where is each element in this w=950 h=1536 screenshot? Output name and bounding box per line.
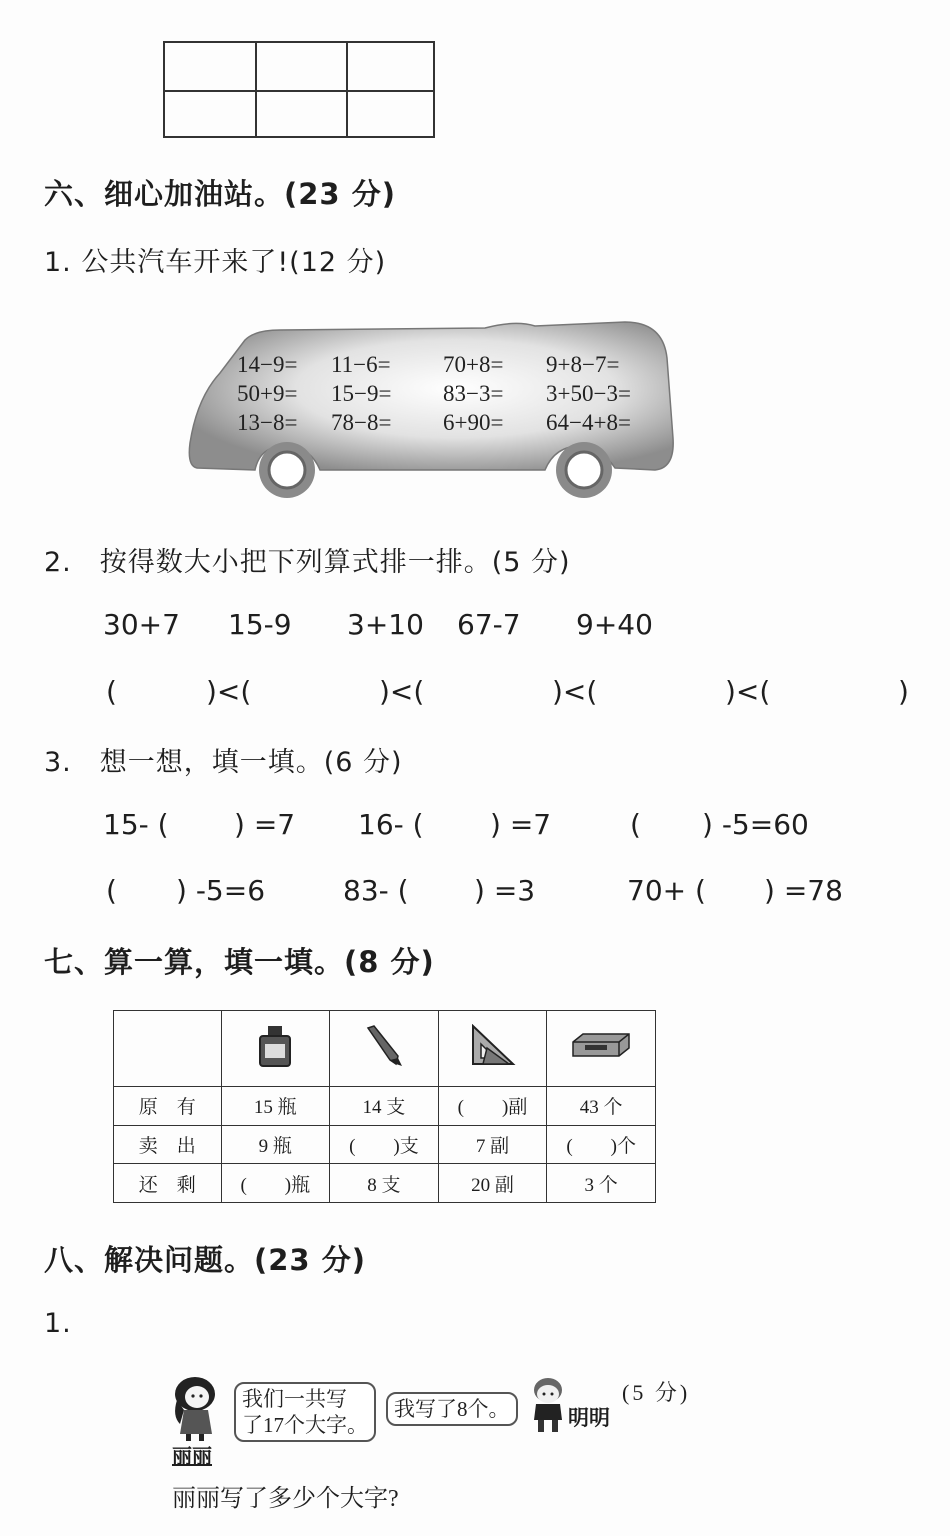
table-cell-blank[interactable]: ( )瓶 xyxy=(221,1164,330,1203)
table-cell: 43 个 xyxy=(547,1087,656,1126)
fill-blank-right: ) =7 xyxy=(490,808,552,841)
fill-blank-left[interactable]: 16- ( xyxy=(358,808,424,841)
bus-equation: 6+90= xyxy=(443,410,504,435)
ink-bottle-icon xyxy=(221,1011,330,1087)
expression: 30+7 xyxy=(103,608,180,641)
points-label: (5 分) xyxy=(622,1380,691,1405)
bus-equation: 9+8−7= xyxy=(546,352,620,377)
bubble-text: 了17个大字。 xyxy=(242,1413,368,1437)
fill-blank-left[interactable]: ( xyxy=(106,874,117,907)
table-cell: 7 副 xyxy=(438,1125,547,1164)
fill-blank-right: ) =3 xyxy=(474,874,536,907)
fill-blank-left[interactable]: 15- ( xyxy=(103,808,169,841)
table-cell-blank[interactable]: ( )副 xyxy=(438,1087,547,1126)
expression: 67-7 xyxy=(457,608,521,641)
section-8-title: 八、解决问题。(23 分) xyxy=(44,1243,366,1277)
section-6-title: 六、细心加油站。(23 分) xyxy=(44,177,396,211)
speech-bubble-lili xyxy=(234,1382,376,1442)
fill-blank-right: ) =78 xyxy=(764,874,843,907)
bus-equation: 13−8= xyxy=(237,410,298,435)
question-1: 1. 公共汽车开来了!(12 分) xyxy=(44,247,387,278)
expression: 9+40 xyxy=(576,608,653,641)
fill-blank-right: ) -5=60 xyxy=(702,808,809,841)
fill-blank-left[interactable]: 70+ ( xyxy=(627,874,706,907)
table-row xyxy=(114,1087,656,1126)
order-blank[interactable]: ) xyxy=(898,675,909,708)
table-row xyxy=(114,1011,656,1087)
table-cell: 9 瓶 xyxy=(221,1125,330,1164)
name-mingming: 明明 xyxy=(568,1406,610,1430)
table-cell: 14 支 xyxy=(330,1087,439,1126)
bus-equation: 15−9= xyxy=(331,381,392,406)
bus-equation: 14−9= xyxy=(237,352,298,377)
answer-grid xyxy=(163,41,435,138)
bus-equation: 64−4+8= xyxy=(546,410,631,435)
bus-equation: 3+50−3= xyxy=(546,381,631,406)
table-row xyxy=(114,1164,656,1203)
stock-table xyxy=(113,1010,656,1203)
expression: 15-9 xyxy=(228,608,292,641)
table-cell: 15 瓶 xyxy=(221,1087,330,1126)
order-blank[interactable]: )<( xyxy=(206,675,252,708)
boy-mingming-icon xyxy=(526,1376,570,1436)
speech-bubble-mingming xyxy=(386,1392,518,1426)
bus-equation: 50+9= xyxy=(237,381,298,406)
bus-equation: 11−6= xyxy=(331,352,391,377)
table-cell-blank[interactable]: ( )支 xyxy=(330,1125,439,1164)
name-lili: 丽丽 xyxy=(172,1446,212,1468)
fill-blank-left[interactable]: ( xyxy=(630,808,641,841)
row-header: 还 剩 xyxy=(114,1164,222,1203)
section-7-title: 七、算一算，填一填。(8 分) xyxy=(44,945,435,979)
question-3: 3. 想一想，填一填。(6 分) xyxy=(44,747,403,778)
order-blank[interactable]: )<( xyxy=(552,675,598,708)
row-header: 卖 出 xyxy=(114,1125,222,1164)
bus-equation: 78−8= xyxy=(331,410,392,435)
table-cell: 8 支 xyxy=(330,1164,439,1203)
bubble-text: 我写了8个。 xyxy=(394,1397,510,1421)
bubble-text: 我们一共写 xyxy=(242,1387,347,1411)
bus-illustration xyxy=(185,318,675,503)
problem-question: 丽丽写了多少个大字? xyxy=(172,1486,399,1512)
fill-blank-right: ) =7 xyxy=(234,808,296,841)
eraser-icon xyxy=(547,1011,656,1087)
order-blank[interactable]: )<( xyxy=(725,675,771,708)
triangle-ruler-icon xyxy=(438,1011,547,1087)
fill-blank-right: ) -5=6 xyxy=(176,874,266,907)
order-blank[interactable]: ( xyxy=(106,675,117,708)
bus-equation: 70+8= xyxy=(443,352,504,377)
table-row xyxy=(114,1125,656,1164)
problem-number: 1. xyxy=(44,1308,72,1339)
row-header: 原 有 xyxy=(114,1087,222,1126)
girl-lili-icon xyxy=(170,1376,220,1442)
table-cell: 20 副 xyxy=(438,1164,547,1203)
table-cell: 3 个 xyxy=(547,1164,656,1203)
fill-blank-left[interactable]: 83- ( xyxy=(343,874,409,907)
table-cell-blank[interactable]: ( )个 xyxy=(547,1125,656,1164)
expression: 3+10 xyxy=(347,608,424,641)
bus-equation: 83−3= xyxy=(443,381,504,406)
question-2: 2. 按得数大小把下列算式排一排。(5 分) xyxy=(44,547,571,578)
pen-icon xyxy=(330,1011,439,1087)
order-blank[interactable]: )<( xyxy=(379,675,425,708)
